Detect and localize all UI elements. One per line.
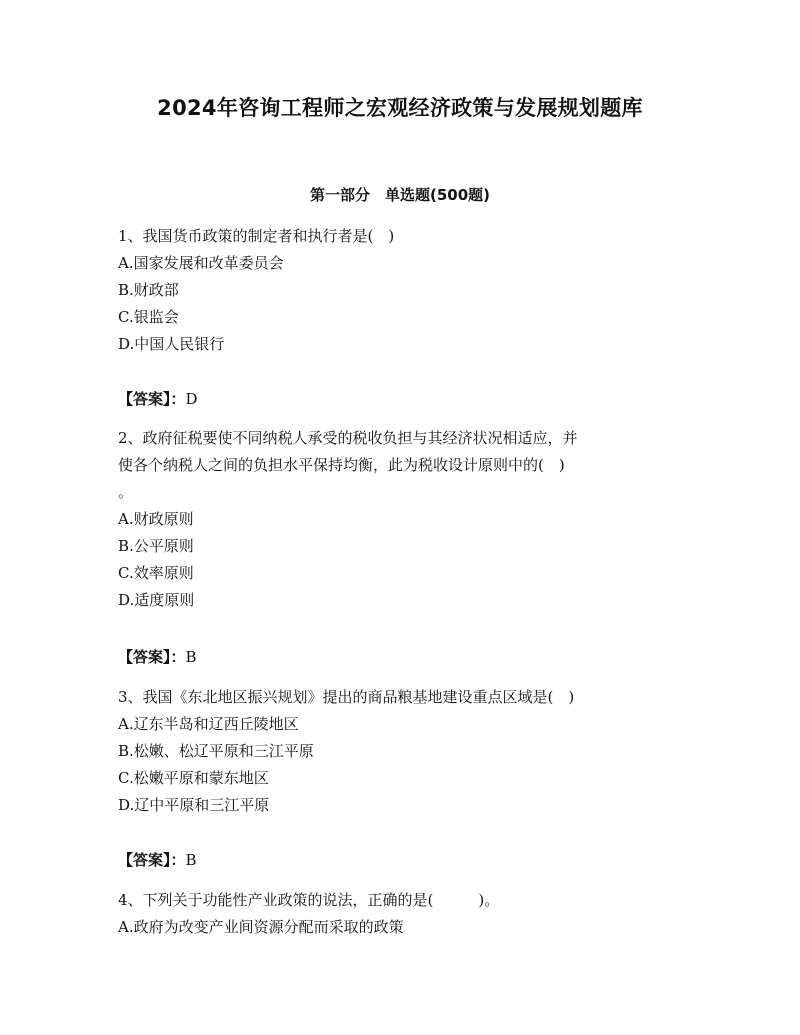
answer-prefix: 【答案】： bbox=[118, 851, 186, 869]
question-2 bbox=[118, 425, 688, 614]
option-d: D.中国人民银行 bbox=[118, 335, 225, 353]
option-d: D.辽中平原和三江平原 bbox=[118, 796, 270, 814]
question-stem-line: 2、政府征税要使不同纳税人承受的税收负担与其经济状况相适应，并 bbox=[118, 429, 578, 447]
option-a: A.财政原则 bbox=[118, 510, 194, 528]
answer-2 bbox=[118, 644, 197, 671]
option-c: C.银监会 bbox=[118, 308, 179, 326]
question-1 bbox=[118, 223, 688, 358]
question-stem-line: 。 bbox=[118, 483, 134, 501]
question-3 bbox=[118, 684, 688, 819]
section-heading: 第一部分 单选题(500题) bbox=[309, 186, 491, 204]
answer-prefix: 【答案】： bbox=[118, 648, 186, 666]
option-b: B.财政部 bbox=[118, 281, 179, 299]
option-a: A.政府为改变产业间资源分配而采取的政策 bbox=[118, 918, 404, 936]
document-title: 2024年咨询工程师之宏观经济政策与发展规划题库 bbox=[157, 96, 643, 120]
option-c: C.松嫩平原和蒙东地区 bbox=[118, 769, 269, 787]
answer-1 bbox=[118, 386, 198, 413]
question-stem-line: 4、下列关于功能性产业政策的说法，正确的是( )。 bbox=[118, 891, 500, 909]
option-d: D.适度原则 bbox=[118, 591, 195, 609]
option-b: B.公平原则 bbox=[118, 537, 194, 555]
question-4 bbox=[118, 887, 688, 941]
question-stem-line: 3、我国《东北地区振兴规划》提出的商品粮基地建设重点区域是( ) bbox=[118, 688, 575, 706]
option-c: C.效率原则 bbox=[118, 564, 194, 582]
option-a: A.辽东半岛和辽西丘陵地区 bbox=[118, 715, 299, 733]
question-stem-line: 1、我国货币政策的制定者和执行者是( ) bbox=[118, 227, 395, 245]
answer-value: B bbox=[185, 851, 197, 869]
option-a: A.国家发展和改革委员会 bbox=[118, 254, 284, 272]
answer-3 bbox=[118, 847, 197, 874]
answer-value: B bbox=[185, 648, 197, 666]
question-stem-line: 使各个纳税人之间的负担水平保持均衡，此为税收设计原则中的( ) bbox=[118, 456, 565, 474]
answer-prefix: 【答案】： bbox=[118, 390, 186, 408]
answer-value: D bbox=[185, 390, 198, 408]
option-b: B.松嫩、松辽平原和三江平原 bbox=[118, 742, 314, 760]
